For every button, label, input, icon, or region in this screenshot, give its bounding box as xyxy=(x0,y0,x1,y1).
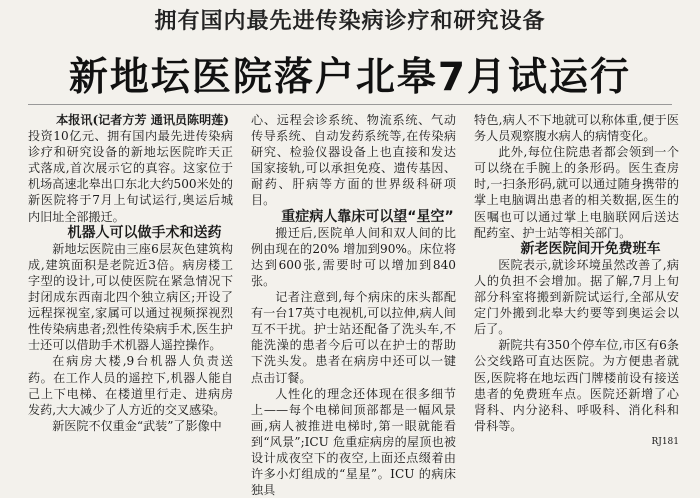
paragraph: 心、远程会诊系统、物流系统、气动传导系统、自动发药系统等,在传染病研究、检验仪器设备上也直接和发达国家接轨,可以承担免疫、遗传基因、耐药、肝病等方面的世界级科研项目。 xyxy=(251,113,456,208)
paragraph: 新医院不仅重金“武装”了影像中 xyxy=(52,418,222,433)
paragraph: 搬迁后,医院单人间和双人间的比例由现在的20% 增加到90%。床位将达到600张,需要时可以增加到840张。 xyxy=(251,225,456,288)
paragraph: 记者注意到,每个病床的床头都配有一台17英寸电视机,可以拉伸,病人间互不干扰。护士站还配备了洗头车,不能洗澡的患者今后可以在护士的帮助下洗头发。患者在病房中还可以一键点击订餐。 xyxy=(251,290,456,385)
article-column-2 xyxy=(251,112,456,498)
article-byline: 本报讯(记者方芳 通讯员陈明莲) xyxy=(56,113,230,127)
editor-signature: RJ181 xyxy=(651,436,679,447)
article-kicker: 拥有国内最先进传染病诊疗和研究设备 xyxy=(154,8,546,34)
article-column-1 xyxy=(28,112,233,434)
paragraph: 特色,病人不下地就可以称体重,便于医务人员观察腹水病人的病情变化。 xyxy=(474,113,679,144)
subhead-robots: 机器人可以做手术和送药 xyxy=(67,224,222,241)
paragraph: 新院共有350个停车位,市区有6条公交线路可直达医院。为方便患者就医,医院将在地坛西门牌楼前设有接送患者的免费班车点。医院还新增了心肾科、内分泌科、呼吸科、消化科和骨科等。 xyxy=(474,338,679,433)
paragraph: 医院表示,就诊环境虽然改善了,病人的负担不会增加。据了解,7月上旬部分科室将搬到新院试运行,全部从安定门外搬到北皋大约要等到奥运会以后了。 xyxy=(474,257,679,337)
header-divider xyxy=(28,104,672,105)
article-headline: 新地坛医院落户北皋7月试运行 xyxy=(68,55,632,100)
paragraph: 新地坛医院由三座6层灰色建筑构成,建筑面积是老院近3倍。病房楼工字型的设计,可以使医院在紧急情况下封闭成东西南北四个独立病区;开设了远程探视室,家属可以通过视频探视烈性传染病患者;烈性传染病手术,医生护士还可以借助手术机器人遥控操作。 xyxy=(28,241,233,353)
subhead-free-shuttle: 新老医院间开免费班车 xyxy=(520,240,661,257)
paragraph: 此外,每位住院患者都会领到一个可以绕在手腕上的条形码。医生查房时,一扫条形码,就可以通过随身携带的掌上电脑调出患者的相关数据,医生的医嘱也可以通过掌上电脑联网后送达配药室、护士站等相关部门。 xyxy=(474,145,679,240)
paragraph: 在病房大楼,9台机器人负责送药。在工作人员的遥控下,机器人能自己上下电梯、在楼道里行走、进病房发药,大大减少了人方近的交叉感染。 xyxy=(28,354,233,417)
subhead-starry-sky: 重症病人靠床可以望“星空” xyxy=(281,208,454,225)
paragraph: 人性化的理念还体现在很多细节上——每个电梯间顶部都是一幅风景画,病人被推进电梯时,第一眼就能看到“风景”;ICU 危重症病房的屋顶也被设计成夜空下的夜空,上面还点缀着由许多小灯组成的“星星”。ICU 的病床独具 xyxy=(251,386,456,498)
article-column-3 xyxy=(474,112,679,450)
lead-paragraph: 投资10亿元、拥有国内最先进传染病诊疗和研究设备的新地坛医院昨天正式落成,首次展示它的真容。这家位于机场高速北皋出口东北大约500米处的新医院将于7月上旬试运行,奥运后城内旧址全部搬迁。 xyxy=(28,129,233,224)
